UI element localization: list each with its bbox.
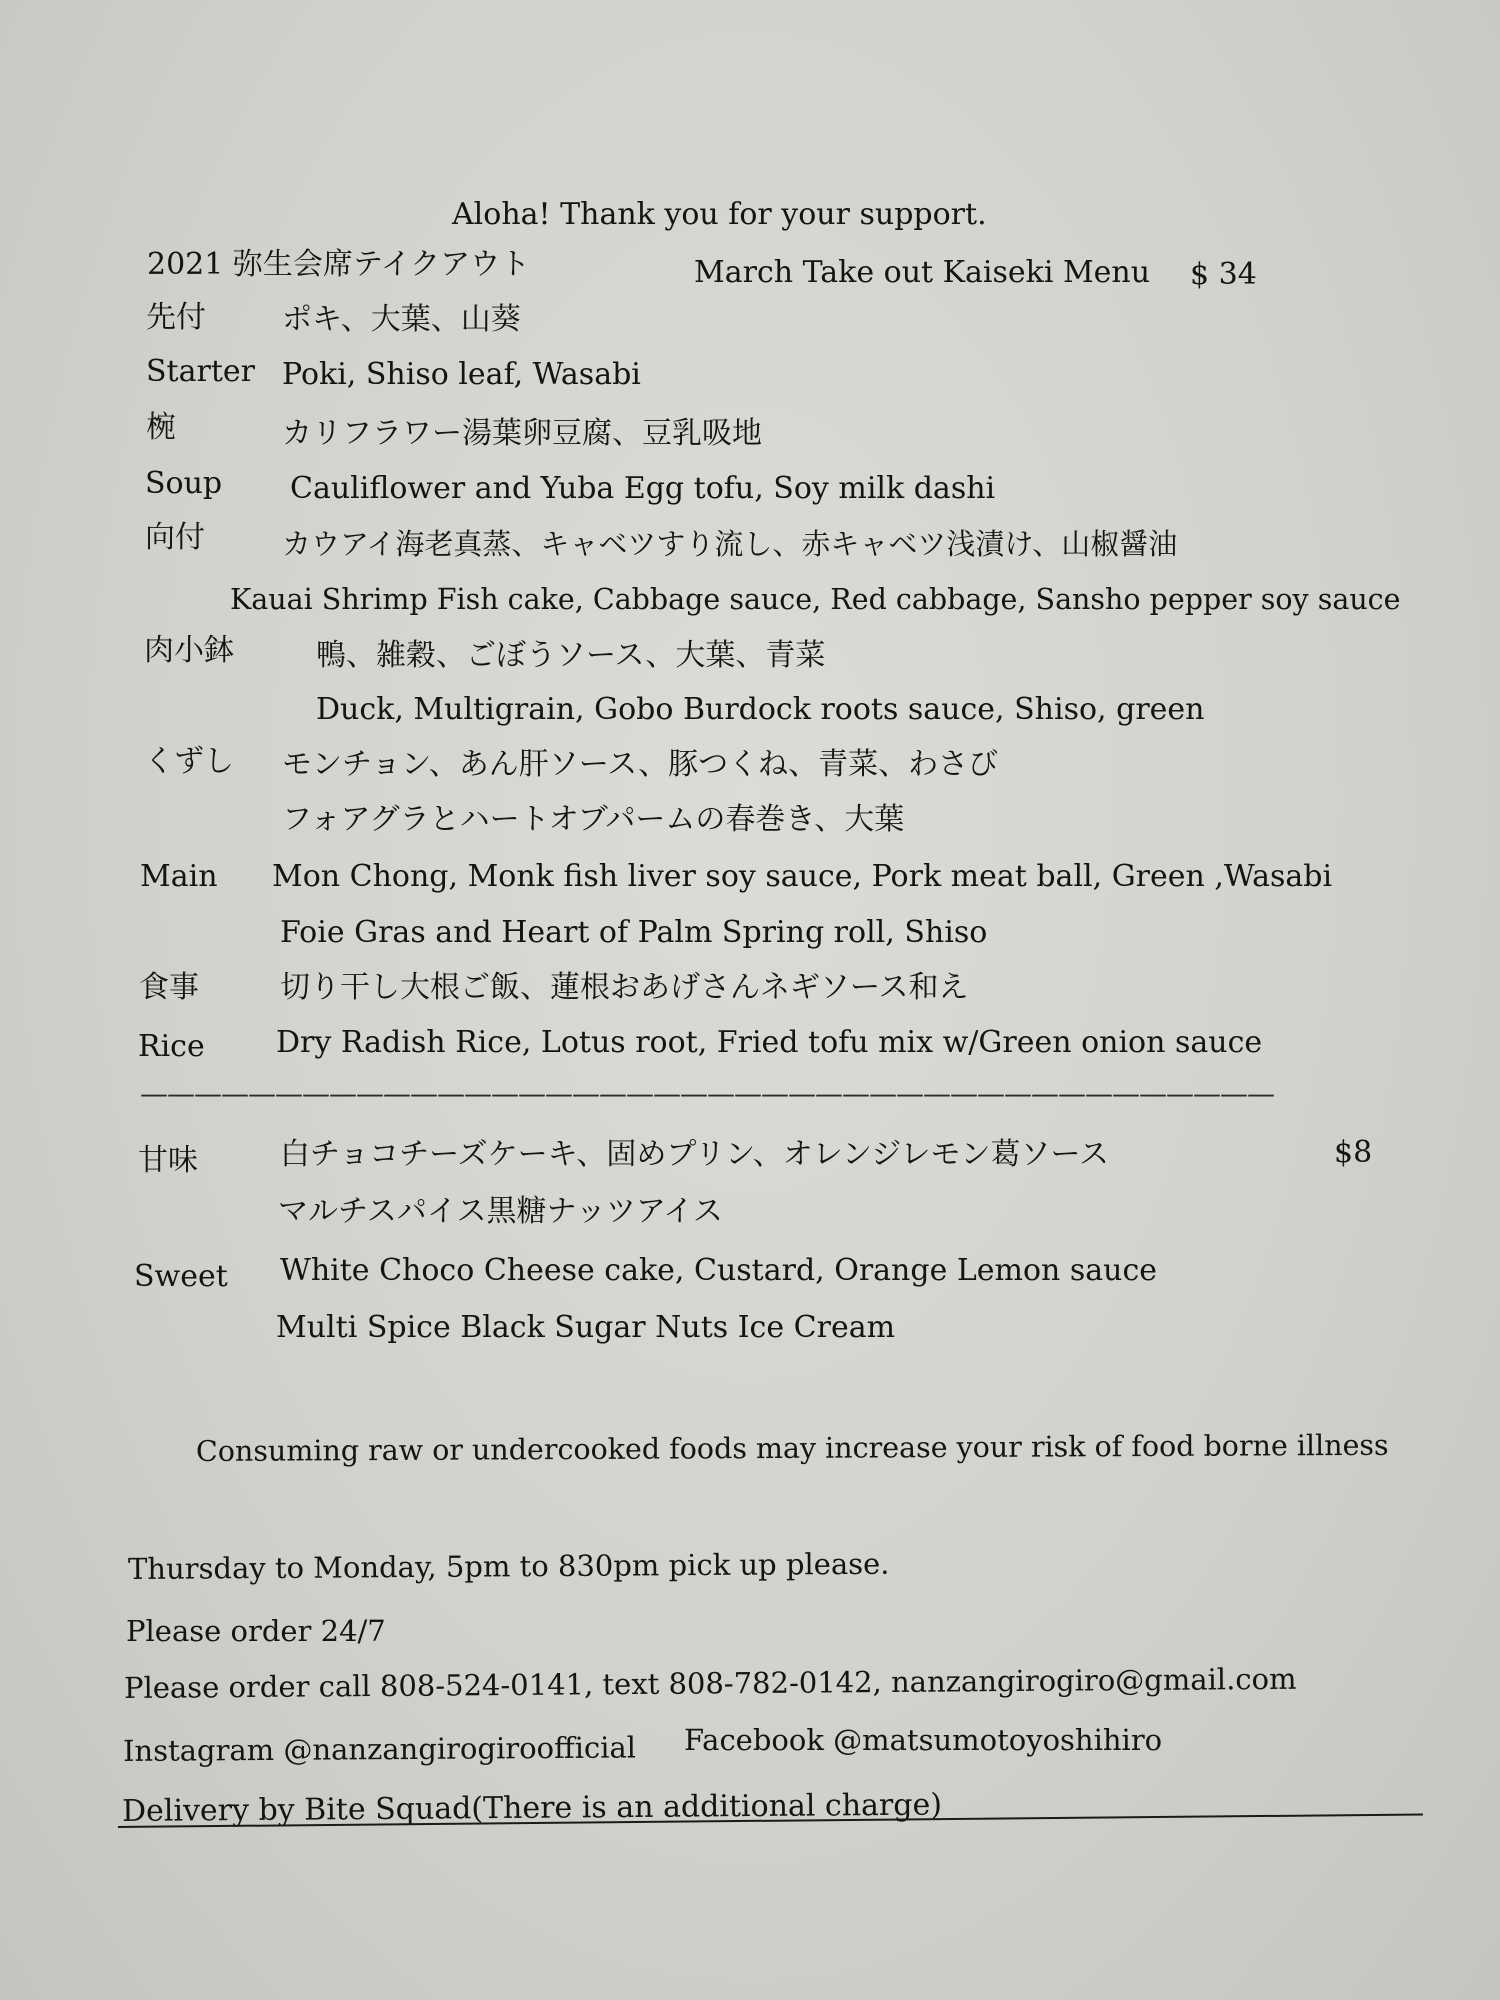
- mukozuke-label-jp: 向付: [145, 520, 205, 555]
- order-247: Please order 24/7: [126, 1614, 386, 1648]
- delivery-note: Delivery by Bite Squad(There is an additional charge): [121, 1787, 943, 1829]
- raw-food-warning: Consuming raw or undercooked foods may increase your risk of food borne illness: [195, 1428, 1389, 1468]
- dessert-en-2: Multi Spice Black Sugar Nuts Ice Cream: [276, 1310, 896, 1345]
- meat-jp: 鴨、雑穀、ごぼうソース、大葉、青菜: [316, 638, 826, 673]
- dessert-en-1: White Choco Cheese cake, Custard, Orange Lemon sauce: [280, 1253, 1158, 1288]
- starter-en: Poki, Shiso leaf, Wasabi: [282, 357, 641, 392]
- soup-label-jp: 椀: [146, 410, 176, 445]
- facebook-handle: Facebook @matsumotoyoshihiro: [684, 1723, 1163, 1757]
- rice-label-jp: 食事: [139, 970, 199, 1005]
- menu-price: $ 34: [1190, 257, 1257, 292]
- menu-divider: ——————————————————————————————————————————: [140, 1080, 1274, 1108]
- greeting: Aloha! Thank you for your support.: [452, 197, 987, 232]
- rice-en: Dry Radish Rice, Lotus root, Fried tofu mix w/Green onion sauce: [276, 1025, 1263, 1060]
- soup-jp: カリフラワー湯葉卵豆腐、豆乳吸地: [282, 416, 762, 451]
- dessert-jp-1: 白チョコチーズケーキ、固めプリン、オレンジレモン葛ソース: [280, 1137, 1110, 1172]
- menu-title-jp: 2021 弥生会席テイクアウト: [147, 247, 531, 282]
- main-label-jp: くずし: [144, 744, 234, 779]
- order-contact: Please order call 808-524-0141, text 808-782-0142, nanzangirogiro@gmail.com: [123, 1661, 1297, 1705]
- mukozuke-en: Kauai Shrimp Fish cake, Cabbage sauce, Red cabbage, Sansho pepper soy sauce: [230, 583, 1401, 616]
- main-jp-2: フォアグラとハートオブパームの春巻き、大葉: [282, 802, 905, 837]
- mukozuke-jp: カウアイ海老真蒸、キャベツすり流し、赤キャベツ浅漬け、山椒醤油: [282, 527, 1178, 561]
- dessert-label-jp: 甘味: [138, 1143, 198, 1178]
- soup-en: Cauliflower and Yuba Egg tofu, Soy milk dashi: [290, 471, 996, 506]
- main-jp-1: モンチョン、あん肝ソース、豚つくね、青菜、わさび: [282, 747, 999, 782]
- dessert-price: $8: [1334, 1135, 1373, 1170]
- starter-label-en: Starter: [146, 354, 255, 389]
- meat-label-jp: 肉小鉢: [144, 633, 234, 668]
- dessert-jp-2: マルチスパイス黒糖ナッツアイス: [278, 1194, 723, 1229]
- soup-label-en: Soup: [145, 466, 223, 501]
- pickup-hours: Thursday to Monday, 5pm to 830pm pick up please.: [127, 1546, 890, 1586]
- instagram-handle: Instagram @nanzangirogiroofficial: [122, 1730, 637, 1768]
- main-en-2: Foie Gras and Heart of Palm Spring roll, Shiso: [280, 915, 988, 950]
- main-en-1: Mon Chong, Monk fish liver soy sauce, Pork meat ball, Green ,Wasabi: [272, 859, 1333, 894]
- main-label-en: Main: [140, 859, 218, 894]
- starter-label-jp: 先付: [146, 300, 206, 335]
- starter-jp: ポキ、大葉、山葵: [282, 302, 521, 337]
- rice-label-en: Rice: [138, 1029, 205, 1064]
- rice-jp: 切り干し大根ご飯、蓮根おあげさんネギソース和え: [280, 970, 969, 1005]
- meat-en: Duck, Multigrain, Gobo Burdock roots sauce, Shiso, green: [316, 692, 1205, 727]
- menu-title-en: March Take out Kaiseki Menu: [694, 255, 1151, 290]
- dessert-label-en: Sweet: [134, 1259, 228, 1294]
